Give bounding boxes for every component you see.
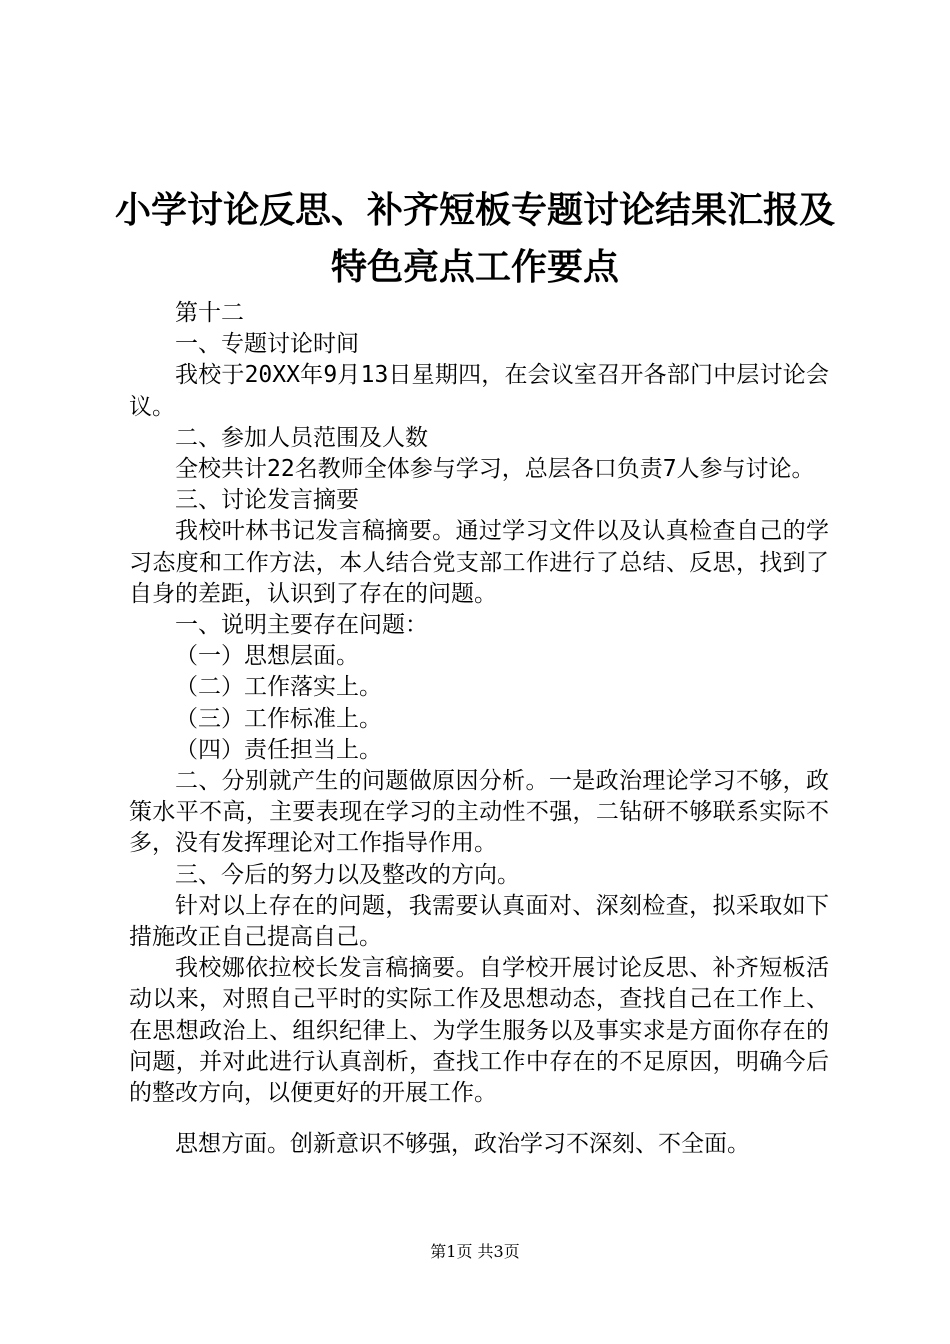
paragraph-participants-info: 全校共计22名教师全体参与学习，总层各口负责7人参与讨论。 [175,456,815,483]
paragraph-measures: 针对以上存在的问题，我需要认真面对、深刻检查，拟采取如下措施改正自己提高自己。 [129,892,829,951]
document-title-line-1: 小学讨论反思、补齐短板专题讨论结果汇报及 [114,189,835,231]
paragraph-cause-analysis: 二、分别就产生的问题做原因分析。一是政治理论学习不够，政策水平不高，主要表现在学习的主动性不强，二钻研不够联系实际不多，没有发挥理论对工作指导作用。 [129,768,829,857]
paragraph-heading-direction: 三、今后的努力以及整改的方向。 [175,861,520,888]
paragraph-thought-aspect: 思想方面。创新意识不够强，政治学习不深刻、不全面。 [175,1131,750,1158]
page-footer: 第1页 共3页 [430,1242,520,1261]
paragraph-heading-participants: 二、参加人员范围及人数 [175,424,428,451]
document-body [129,298,829,1160]
paragraph-section-number: 第十二 [175,300,244,326]
paragraph-problem-3: （三）工作标准上。 [175,705,382,732]
paragraph-problem-1: （一）思想层面。 [175,643,359,670]
paragraph-heading-problems: 一、说明主要存在问题： [175,612,428,639]
paragraph-heading-summary: 三、讨论发言摘要 [175,487,359,514]
paragraph-heading-time: 一、专题讨论时间 [175,331,359,358]
paragraph-secretary-summary: 我校叶林书记发言稿摘要。通过学习文件以及认真检查自己的学习态度和工作方法，本人结合党支部工作进行了总结、反思，找到了自身的差距，认识到了存在的问题。 [129,518,829,607]
document-title-line-2: 特色亮点工作要点 [330,246,619,288]
paragraph-problem-4: （四）责任担当上。 [175,736,382,763]
paragraph-principal-summary: 我校娜依拉校长发言稿摘要。自学校开展讨论反思、补齐短板活动以来，对照自己平时的实际工作及思想动态，查找自己在工作上、在思想政治上、组织纪律上、为学生服务以及事实求是方面你存在的问题，并对此进行认真剖析，查找工作中存在的不足原因，明确今后的整改方向，以便更好的开展工作。 [129,955,829,1107]
paragraph-meeting-info: 我校于20XX年9月13日星期四，在会议室召开各部门中层讨论会议。 [129,362,829,420]
paragraph-problem-2: （二）工作落实上。 [175,674,382,701]
